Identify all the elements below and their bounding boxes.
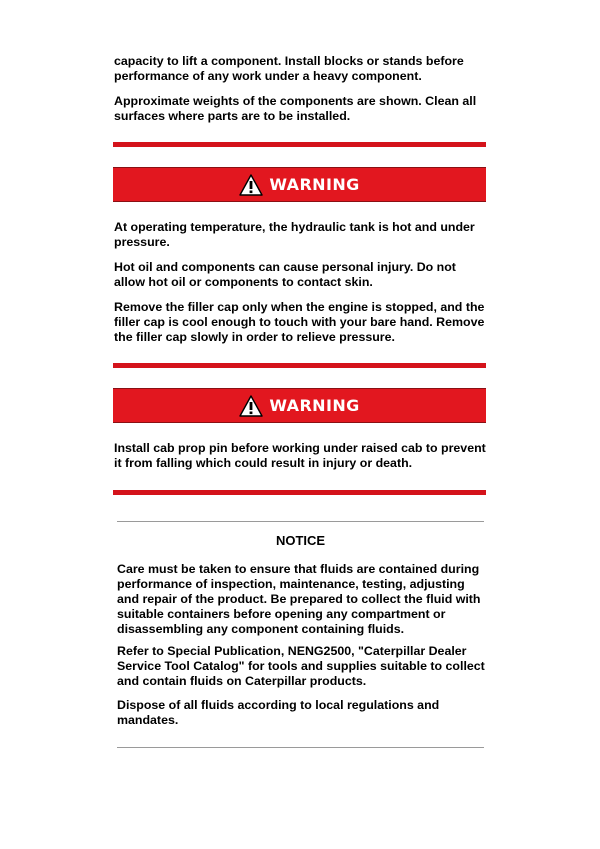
warning2-label: WARNING <box>269 396 360 415</box>
notice-top-rule <box>117 521 484 522</box>
warning1-paragraph-hot-tank: At operating temperature, the hydraulic tank is hot and under pressure. <box>114 220 475 249</box>
warning2-bottom-rule <box>113 490 486 495</box>
notice-paragraph-fluids: Care must be taken to ensure that fluids are contained during performance of inspection, maintenance, testing, adjusting and repair of the product. Be prepared to collect the fluid with suitable containers before opening any compartment or disassembling any component containing fluids. <box>117 562 481 636</box>
notice-paragraph-dispose: Dispose of all fluids according to local regulations and mandates. <box>117 698 440 727</box>
warning1-top-rule <box>113 142 486 147</box>
paragraph-weights: Approximate weights of the components are shown. Clean all surfaces where parts are to be installed. <box>114 94 477 123</box>
exclamation-triangle-icon <box>239 174 263 196</box>
notice-paragraph-publication: Refer to Special Publication, NENG2500, "Caterpillar Dealer Service Tool Catalog" for tools and supplies suitable to collect and contain fluids on Caterpillar products. <box>117 644 485 688</box>
warning1-paragraph-filler-cap: Remove the filler cap only when the engine is stopped, and the filler cap is cool enough to touch with your bare hand. Remove the filler cap slowly in order to relieve pressure. <box>114 300 485 344</box>
warning1-label: WARNING <box>269 175 360 194</box>
warning1-paragraph-hot-oil: Hot oil and components can cause personal injury. Do not allow hot oil or components to contact skin. <box>114 260 456 289</box>
warning2-paragraph-cab-prop: Install cab prop pin before working under raised cab to prevent it from falling which could result in injury or death. <box>114 441 486 470</box>
warning2-banner <box>113 388 486 423</box>
warning1-banner <box>113 167 486 202</box>
exclamation-triangle-icon <box>239 395 263 417</box>
paragraph-lifting: capacity to lift a component. Install blocks or stands before performance of any work under a heavy component. <box>114 54 464 83</box>
notice-bottom-rule <box>117 747 484 748</box>
notice-title: NOTICE <box>275 533 326 548</box>
warning1-bottom-rule <box>113 363 486 368</box>
